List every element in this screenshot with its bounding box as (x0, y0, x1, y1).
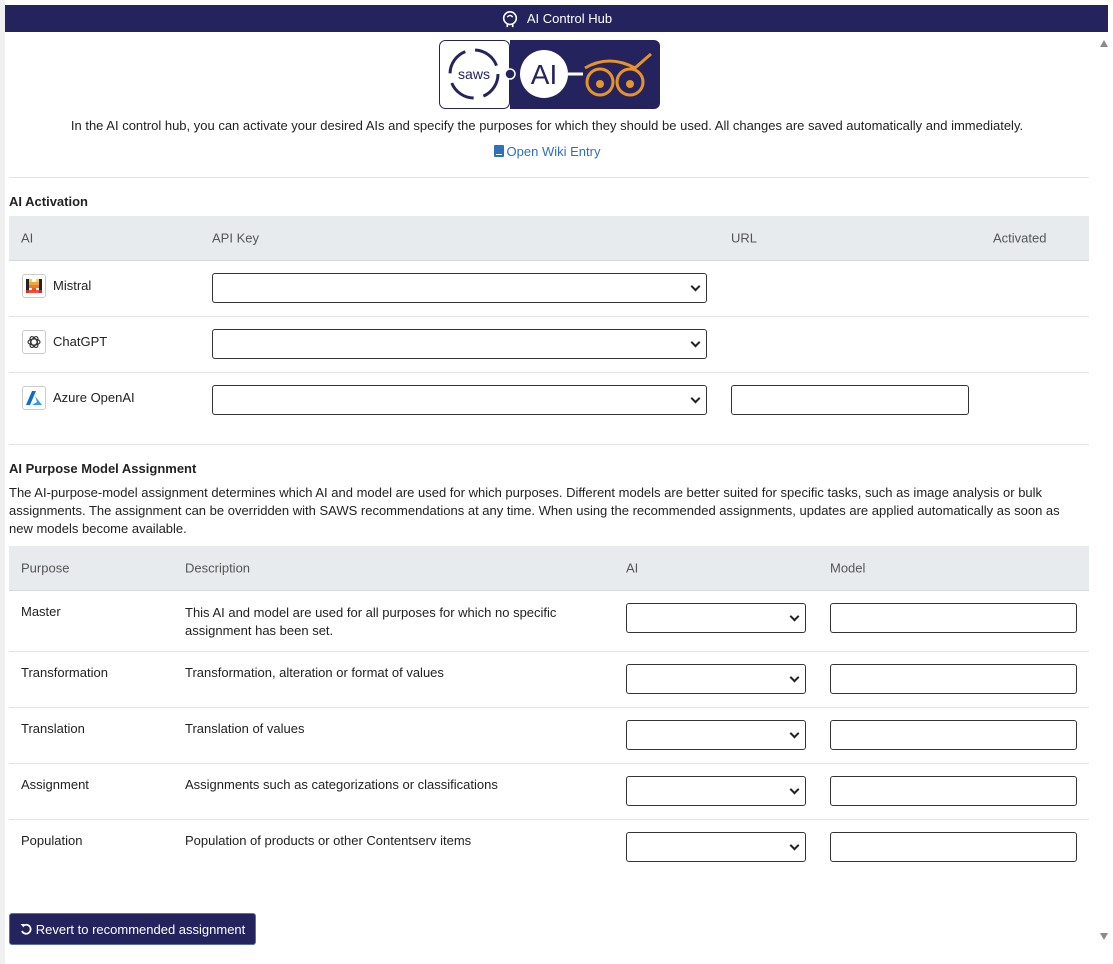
purpose-translation: Translation (21, 721, 85, 736)
intro-text: In the AI control hub, you can activate your desired AIs and specify the purposes for which they should be used. All changes are saved automatically and immediately. (70, 118, 1024, 133)
scroll-down-arrow-icon[interactable] (1100, 933, 1108, 940)
purpose-description: Translation of values (185, 721, 305, 736)
open-wiki-link[interactable] (494, 144, 601, 159)
transformation-model-input[interactable] (830, 664, 1077, 694)
mistral-api-key-select[interactable] (212, 273, 707, 303)
main-content (5, 32, 1089, 964)
chatgpt-icon (22, 330, 46, 354)
assignment-table-header (9, 546, 1089, 591)
azure-icon (22, 386, 46, 410)
purpose-description: This AI and model are used for all purposes for which no specific assignment has been set. (185, 605, 557, 638)
purpose-description: Population of products or other Contentserv items (185, 833, 472, 848)
purpose-population: Population (21, 833, 83, 848)
wiki-link-wrapper (5, 144, 1089, 159)
assignment-model-input[interactable] (830, 776, 1077, 806)
ai-activation-title: AI Activation (9, 194, 88, 209)
purpose-description: Transformation, alteration or format of values (185, 665, 444, 680)
ai-purpose-assignment-title: AI Purpose Model Assignment (9, 461, 197, 476)
ai-name-azure-openai: Azure OpenAI (53, 390, 135, 405)
row-divider (9, 819, 1089, 820)
col-api-key: API Key (212, 230, 259, 246)
svg-text:saws: saws (458, 66, 490, 82)
purpose-assignment: Assignment (21, 777, 89, 792)
purpose-description: Assignments such as categorizations or classifications (185, 777, 498, 792)
ai-name-mistral: Mistral (53, 278, 92, 293)
brain-icon (501, 10, 519, 28)
row-divider (9, 651, 1089, 652)
assignment-ai-select[interactable] (626, 776, 806, 806)
translation-ai-select[interactable] (626, 720, 806, 750)
revert-button-label: Revert to recommended assignment (35, 921, 246, 937)
col-url: URL (731, 230, 758, 246)
vertical-scrollbar[interactable] (1096, 32, 1113, 964)
mistral-icon (22, 274, 46, 298)
row-divider (9, 707, 1089, 708)
population-ai-select[interactable] (626, 832, 806, 862)
azure-url-input[interactable] (731, 385, 969, 415)
ai-name-chatgpt: ChatGPT (53, 334, 108, 349)
assignment-description: The AI-purpose-model assignment determines which AI and model are used for which purposes. Different models are better suited for specific tasks, such as image analysis or bulk assignments. The assignment can be overridden with SAWS recommendations at any time. When using the recommended assignments, updates are applied automatically as soon as new models become available. (9, 485, 1060, 536)
col-ai: AI (626, 560, 639, 576)
row-divider (9, 763, 1089, 764)
row-divider (9, 372, 1089, 373)
wiki-link-label: Open Wiki Entry (506, 144, 601, 159)
divider (9, 444, 1089, 445)
col-model: Model (830, 560, 866, 576)
azure-api-key-select[interactable] (212, 385, 707, 415)
revert-recommended-button[interactable] (9, 913, 256, 945)
divider (9, 177, 1089, 178)
col-ai: AI (21, 230, 34, 246)
window-title: AI Control Hub (526, 11, 613, 26)
row-divider (9, 316, 1089, 317)
master-model-input[interactable] (830, 603, 1077, 633)
transformation-ai-select[interactable] (626, 664, 806, 694)
master-ai-select[interactable] (626, 603, 806, 633)
svg-text:AI: AI (530, 59, 558, 90)
book-icon (494, 145, 504, 157)
undo-icon (20, 923, 32, 935)
population-model-input[interactable] (830, 832, 1077, 862)
col-purpose: Purpose (21, 560, 70, 576)
activation-table-header (9, 216, 1089, 261)
saws-ai-logo (439, 40, 660, 109)
title-bar (5, 5, 1108, 32)
chatgpt-api-key-select[interactable] (212, 329, 707, 359)
col-activated: Activated (993, 230, 1047, 246)
scroll-up-arrow-icon[interactable] (1100, 40, 1108, 47)
col-description: Description (185, 560, 251, 576)
purpose-transformation: Transformation (21, 665, 108, 680)
translation-model-input[interactable] (830, 720, 1077, 750)
purpose-master: Master (21, 604, 61, 619)
